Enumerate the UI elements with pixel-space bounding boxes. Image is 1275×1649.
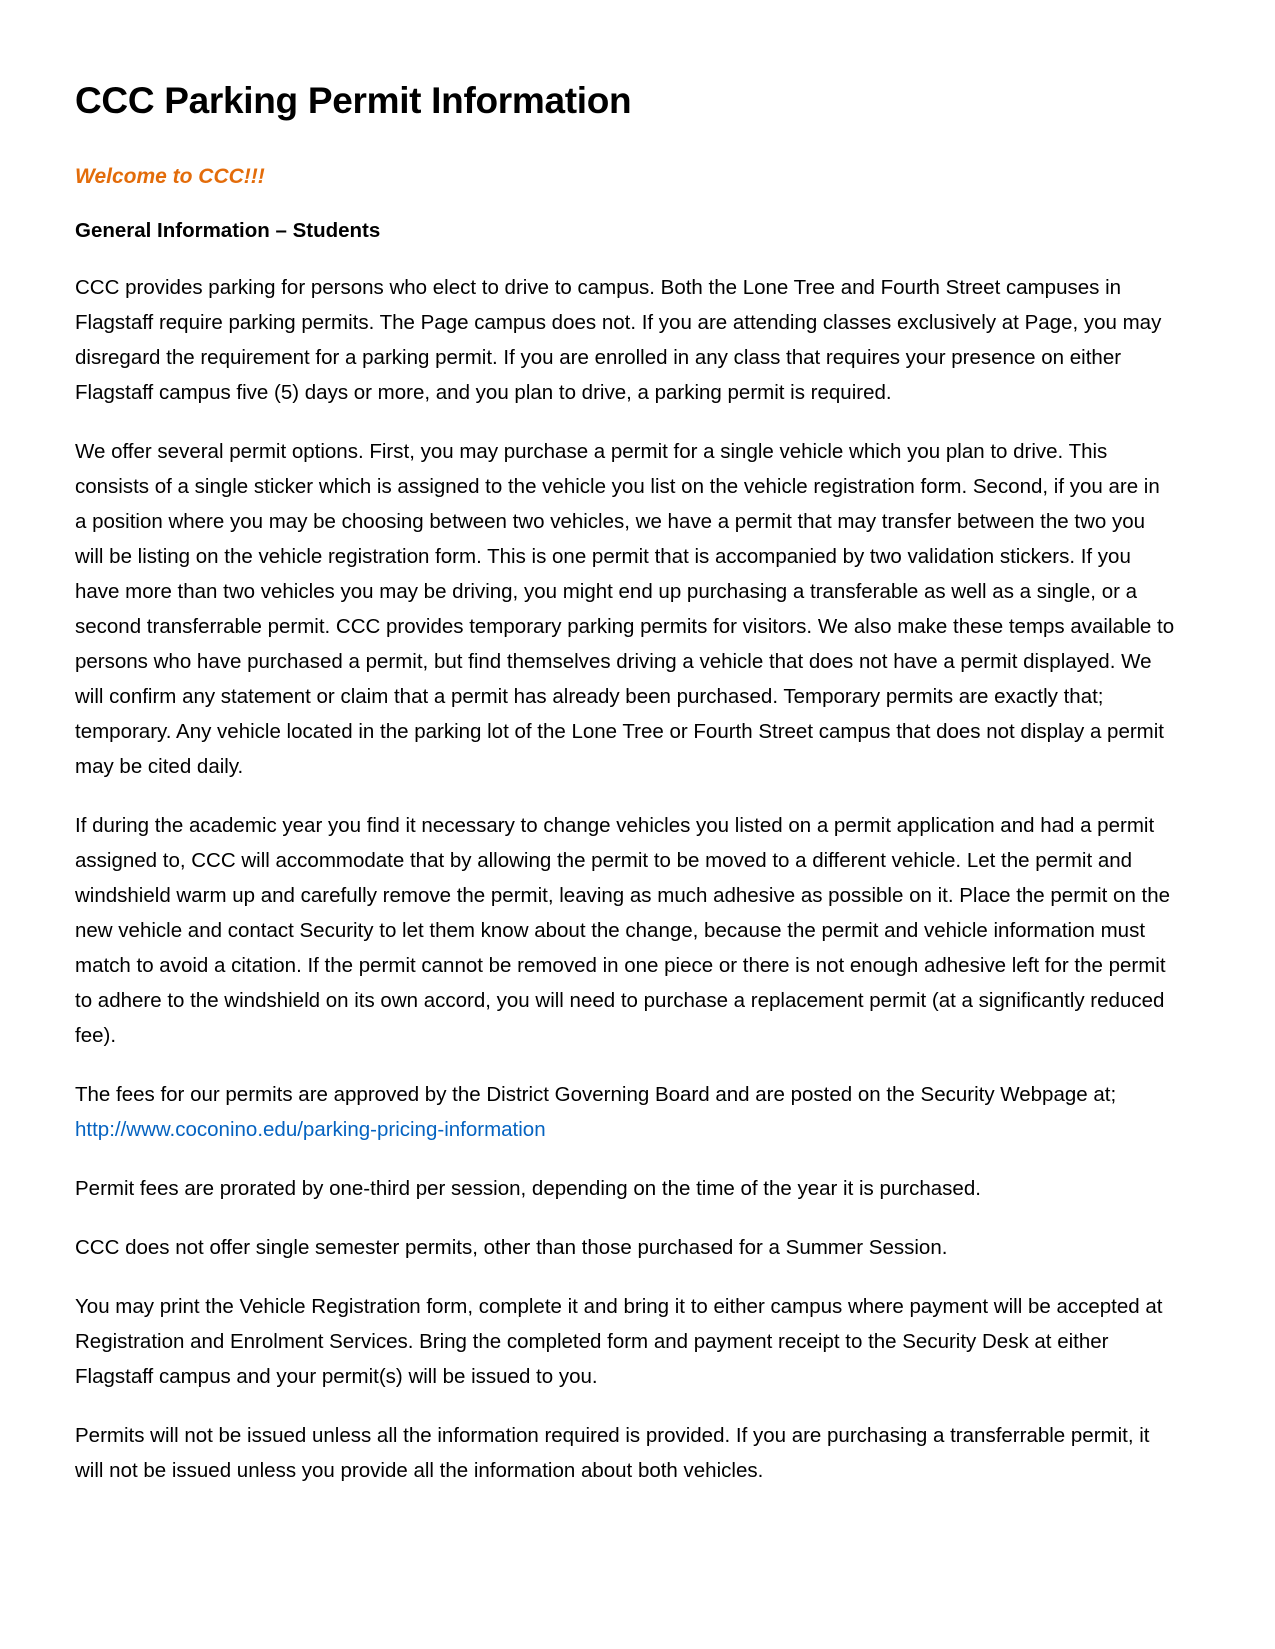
paragraph-prorated: Permit fees are prorated by one-third per session, depending on the time of the year it is purchased. xyxy=(75,1177,981,1200)
paragraph-change-vehicle: If during the academic year you find it necessary to change vehicles you listed on a permit application and had a permit assigned to, CCC will accommodate that by allowing the permit to be moved to a different vehicle. Let the permit and windshield warm up and carefully remove the permit, leaving as much adhesive as possible on it. Place the permit on the new vehicle and contact Security to let them know about the change, because the permit and vehicle information must match to avoid a citation. If the permit cannot be removed in one piece or there is not enough adhesive left for the permit to adhere to the windshield on its own accord, you will need to purchase a replacement permit (at a significantly reduced fee). xyxy=(75,814,1171,1047)
paragraph-fees xyxy=(75,1077,1175,1147)
paragraph-permit-options: We offer several permit options. First, you may purchase a permit for a single vehicle which you plan to drive. This consists of a single sticker which is assigned to the vehicle you list on the vehicle registration form. Second, if you are in a position where you may be choosing between two vehicles, we have a permit that may transfer between the two you will be listing on the vehicle registration form. This is one permit that is accompanied by two validation stickers. If you have more than two vehicles you may be driving, you might end up purchasing a transferable as well as a single, or a second transferrable permit. CCC provides temporary parking permits for visitors. We also make these temps available to persons who have purchased a permit, but find themselves driving a vehicle that does not have a permit displayed. We will confirm any statement or claim that a permit has already been purchased. Temporary permits are exactly that; temporary. Any vehicle located in the parking lot of the Lone Tree or Fourth Street campus that does not display a permit may be cited daily. xyxy=(75,440,1175,778)
paragraph-parking-overview: CCC provides parking for persons who elect to drive to campus. Both the Lone Tree and Fourth Street campuses in Flagstaff require parking permits. The Page campus does not. If you are attending classes exclusively at Page, you may disregard the requirement for a parking permit. If you are enrolled in any class that requires your presence on either Flagstaff campus five (5) days or more, and you plan to drive, a parking permit is required. xyxy=(75,276,1162,404)
paragraph-semester: CCC does not offer single semester permits, other than those purchased for a Summer Session. xyxy=(75,1236,948,1259)
paragraph-issuance-requirements: Permits will not be issued unless all the information required is provided. If you are purchasing a transferrable permit, it will not be issued unless you provide all the information about both vehicles. xyxy=(75,1424,1150,1482)
section-heading: General Information – Students xyxy=(75,219,381,242)
pricing-link[interactable]: http://www.coconino.edu/parking-pricing-information xyxy=(75,1118,546,1141)
page-title: CCC Parking Permit Information xyxy=(75,80,632,121)
paragraph-registration-form: You may print the Vehicle Registration form, complete it and bring it to either campus where payment will be accepted at Registration and Enrolment Services. Bring the completed form and payment receipt to the Security Desk at either Flagstaff campus and your permit(s) will be issued to you. xyxy=(75,1295,1163,1388)
welcome-text: Welcome to CCC!!! xyxy=(75,165,265,188)
fees-text: The fees for our permits are approved by the District Governing Board and are posted on the Security Webpage at; xyxy=(75,1083,1117,1106)
